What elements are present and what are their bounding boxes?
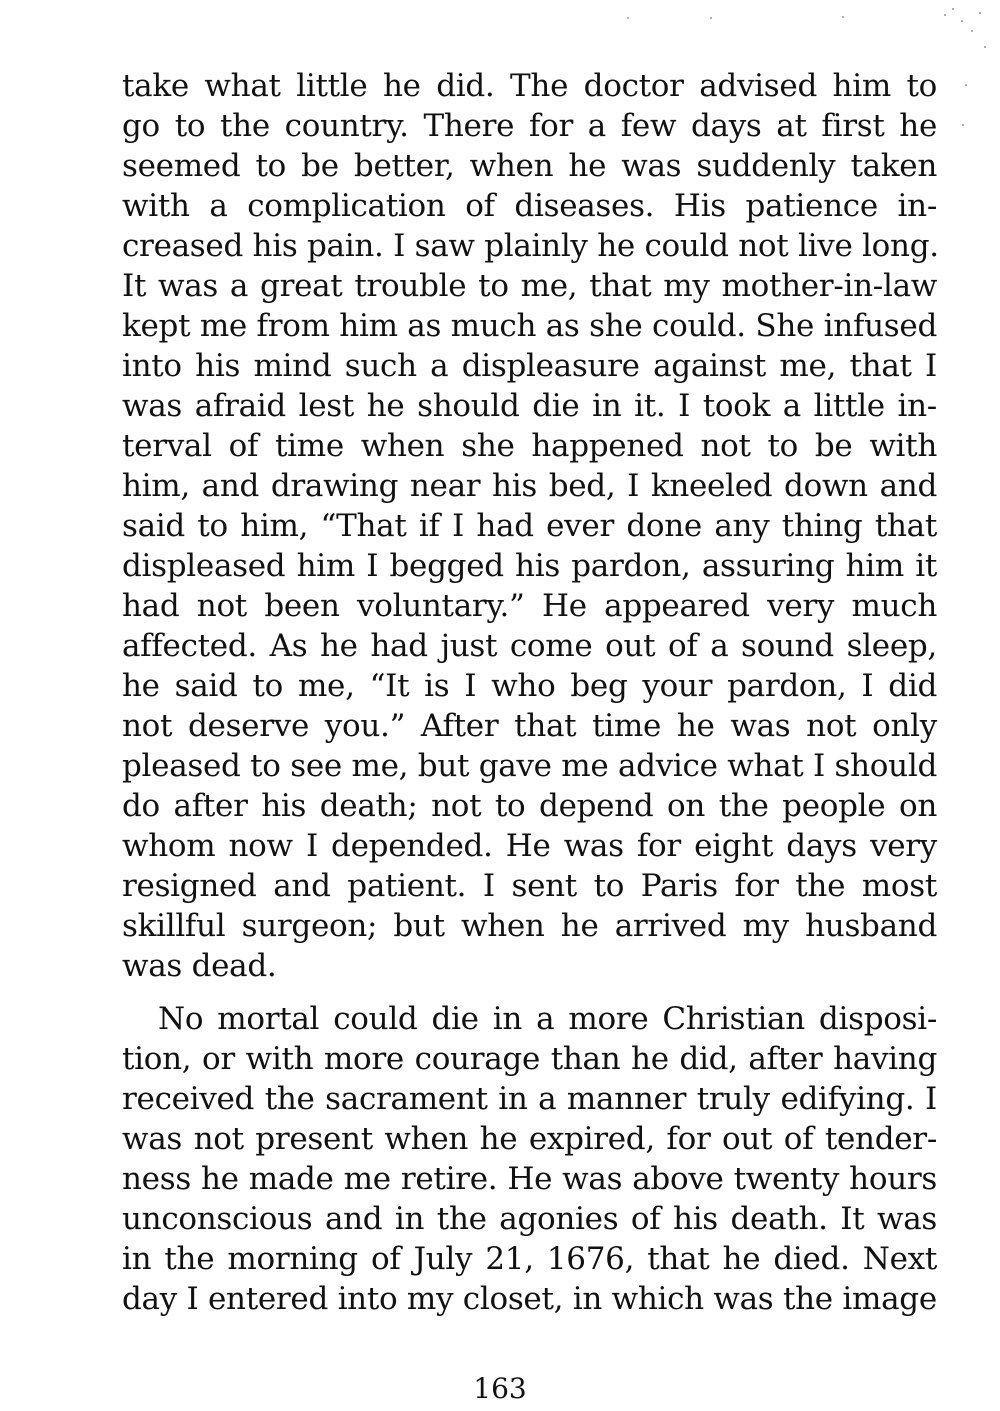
text-line: go to the country. There for a few days at first he	[122, 108, 937, 144]
text-line: day I entered into my closet, in which was the image	[122, 1281, 937, 1317]
scan-speck	[971, 30, 973, 32]
text-line: in the morning of July 21, 1676, that he died. Next	[122, 1241, 937, 1277]
text-line: terval of time when she happened not to be with	[122, 428, 937, 464]
body-text	[122, 66, 937, 1319]
text-line: was dead.	[122, 948, 277, 984]
text-line: tion, or with more courage than he did, after having	[122, 1041, 937, 1077]
text-line: received the sacrament in a manner truly edifying. I	[122, 1081, 937, 1117]
text-line: unconscious and in the agonies of his death. It was	[122, 1201, 937, 1237]
text-line: creased his pain. I saw plainly he could not live long.	[122, 228, 939, 264]
scan-speck	[979, 12, 981, 14]
scan-speck	[984, 46, 986, 48]
text-line: It was a great trouble to me, that my mother-in-law	[122, 268, 937, 304]
text-line: pleased to see me, but gave me advice what I should	[122, 748, 937, 784]
text-line: No mortal could die in a more Christian disposi-	[158, 1001, 937, 1037]
scan-speck	[627, 17, 629, 19]
text-line: do after his death; not to depend on the people on	[122, 788, 937, 824]
text-line: whom now I depended. He was for eight days very	[122, 828, 937, 864]
text-line: was not present when he expired, for out of tender-	[122, 1121, 937, 1157]
paragraph-gap	[122, 986, 937, 999]
text-line: into his mind such a displeasure against me, that I	[122, 348, 937, 384]
scan-speck	[965, 84, 967, 86]
text-line: skillful surgeon; but when he arrived my husband	[122, 908, 937, 944]
text-line: said to him, “That if I had ever done any thing that	[122, 508, 937, 544]
text-line: kept me from him as much as she could. She infused	[122, 308, 937, 344]
scan-speck	[961, 20, 963, 22]
text-line: had not been voluntary.” He appeared very much	[122, 588, 937, 624]
scan-speck	[842, 16, 844, 18]
text-line: not deserve you.” After that time he was not only	[122, 708, 937, 744]
text-line: take what little he did. The doctor advised him to	[122, 68, 937, 104]
text-line: with a complication of diseases. His patience in-	[122, 188, 937, 224]
page-number: 163	[473, 1372, 527, 1405]
scan-speck	[710, 17, 712, 19]
text-line: resigned and patient. I sent to Paris for the most	[122, 868, 937, 904]
text-line: displeased him I begged his pardon, assuring him it	[122, 548, 937, 584]
text-line: he said to me, “It is I who beg your pardon, I did	[122, 668, 937, 704]
scan-speck	[962, 124, 964, 126]
text-line: ness he made me retire. He was above twenty hours	[122, 1161, 937, 1197]
text-line: him, and drawing near his bed, I kneeled down and	[122, 468, 937, 504]
text-line: seemed to be better, when he was suddenly taken	[122, 148, 937, 184]
scan-speck	[944, 14, 946, 16]
text-line: was afraid lest he should die in it. I took a little in-	[122, 388, 937, 424]
text-line: affected. As he had just come out of a sound sleep,	[122, 628, 937, 664]
scan-speck	[952, 8, 954, 10]
